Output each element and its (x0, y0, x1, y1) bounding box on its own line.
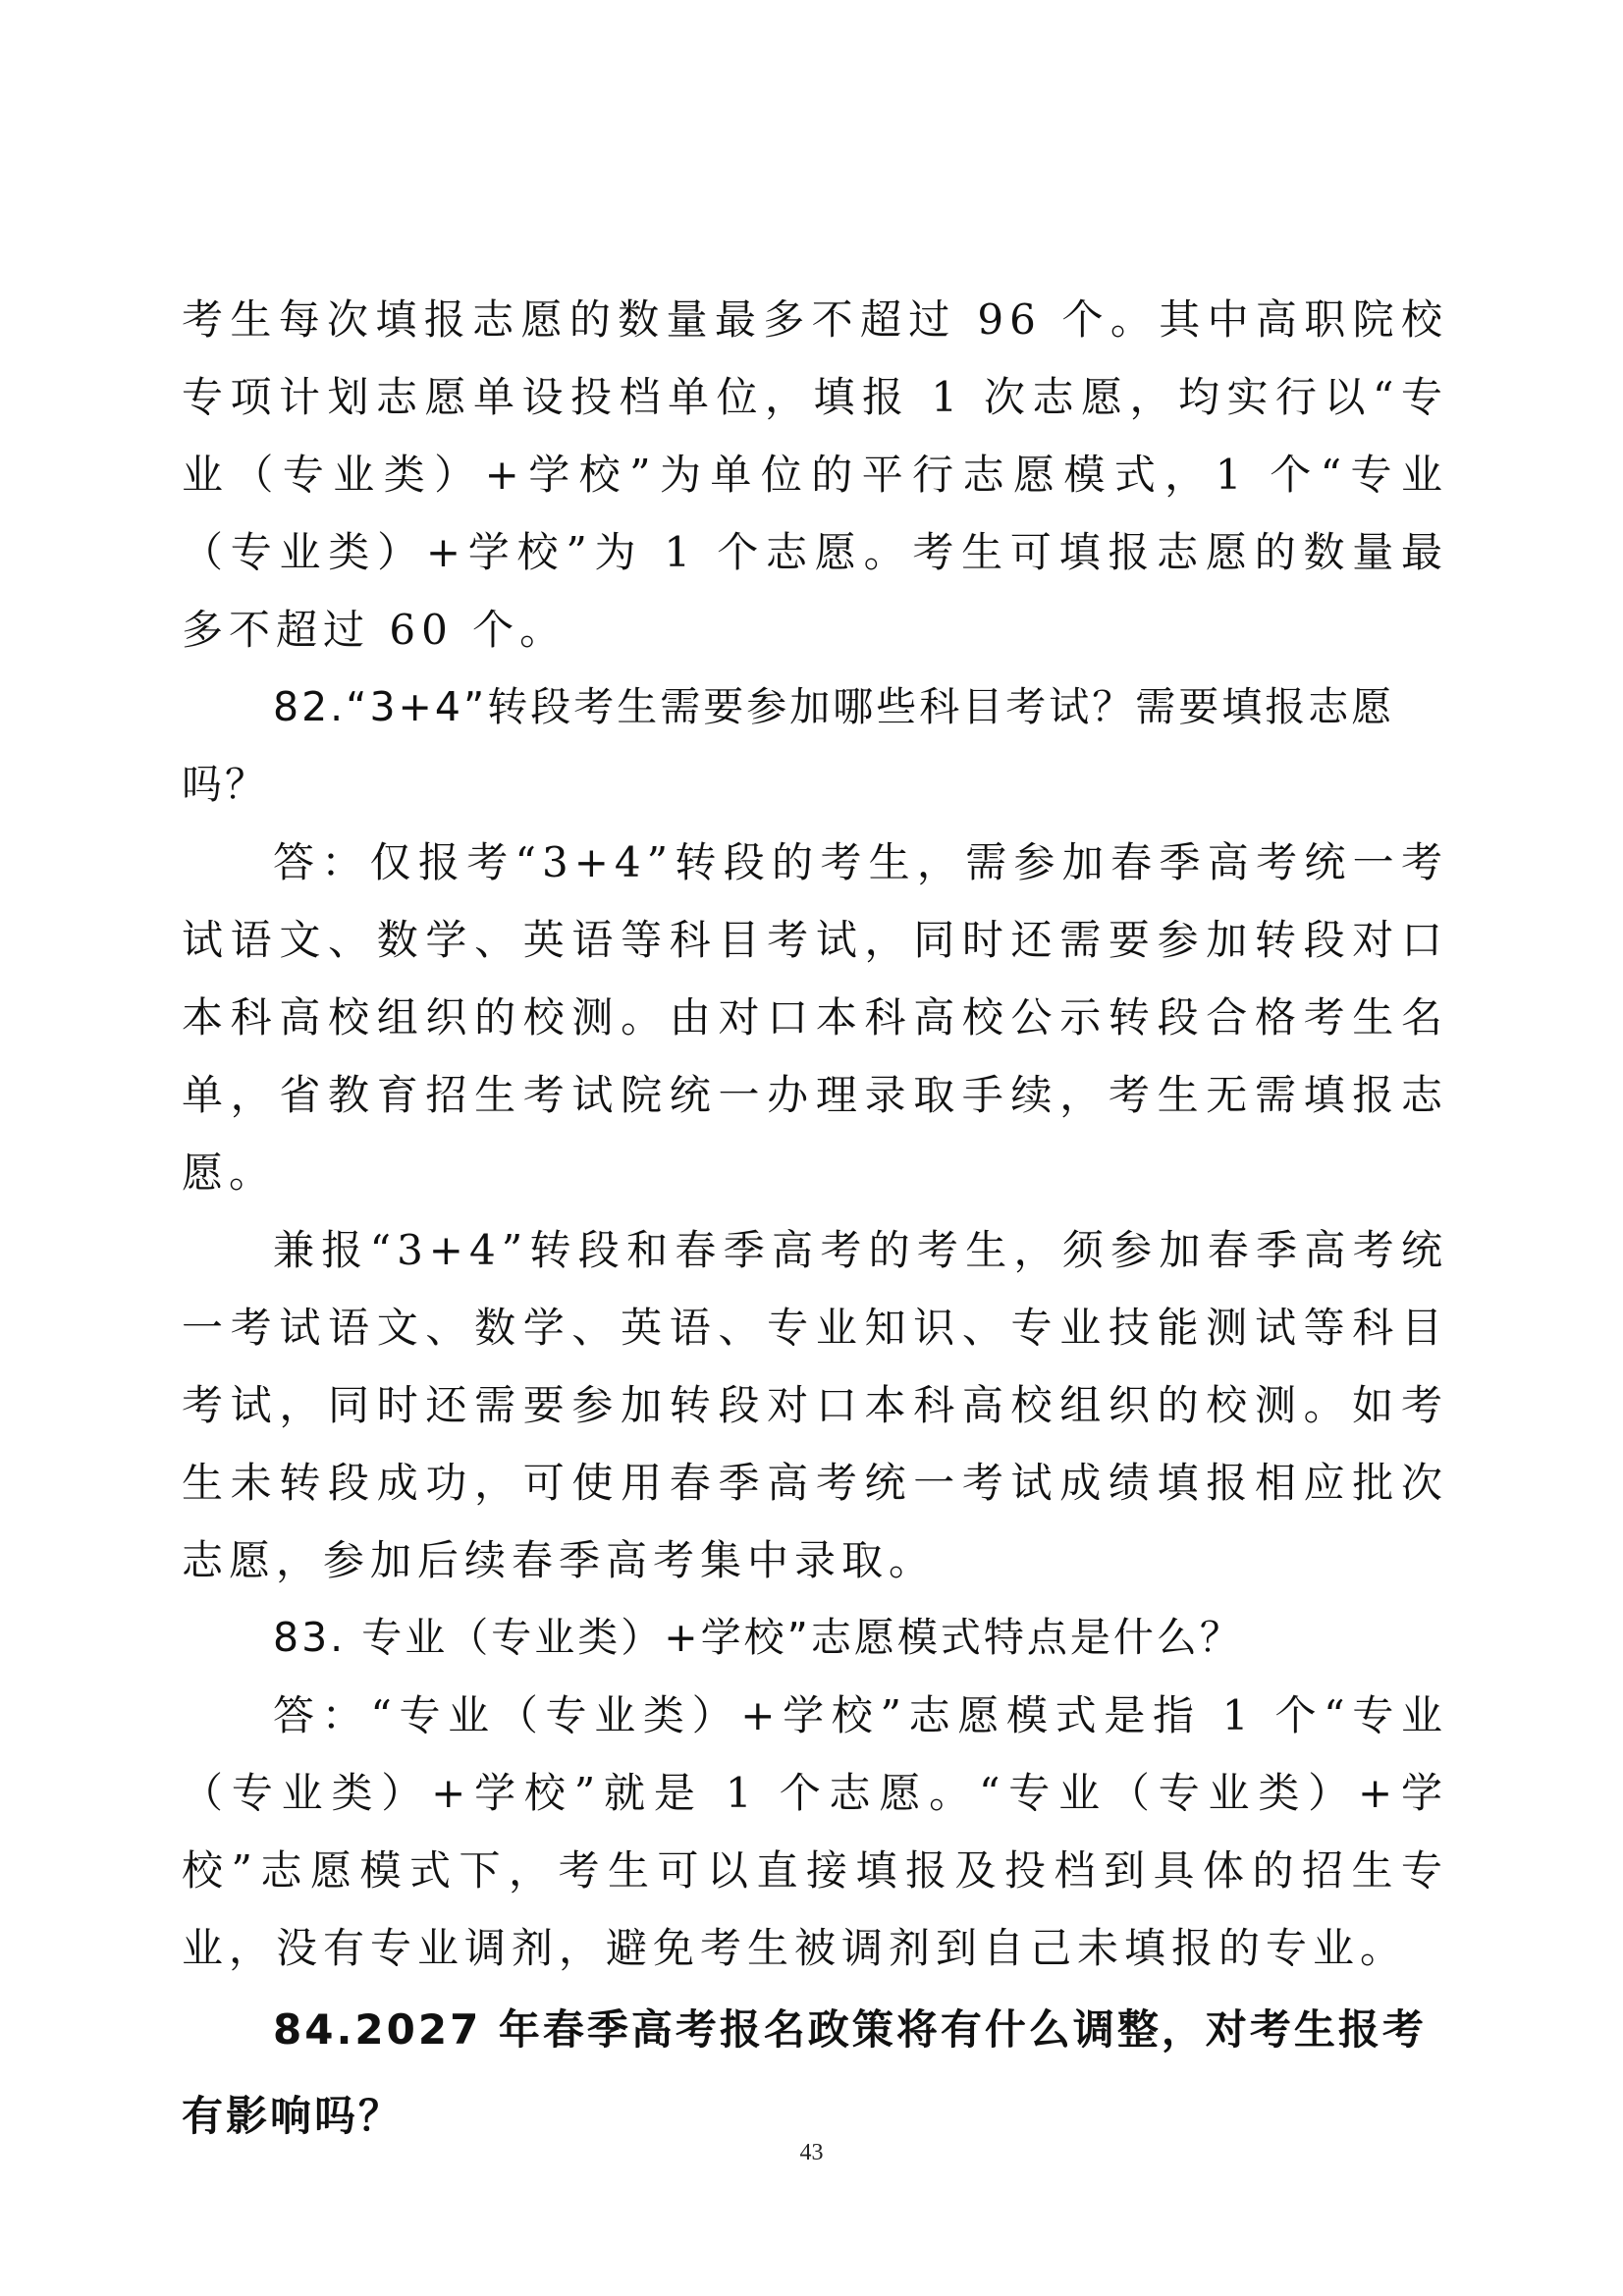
answer-paragraph-82-b: 兼报“3+4”转段和春季高考的考生，须参加春季高考统一考试语文、数学、英语、专业知识、专业技能测试等科目考试，同时还需要参加转段对口本科高校组织的校测。如考生未转段成功，可使用春季高考统一考试成绩填报相应批次志愿，参加后续春季高考集中录取。 (182, 1226, 1448, 1584)
answer-paragraph-83: 答：“专业（专业类）+学校”志愿模式是指 1 个“专业（专业类）+学校”就是 1 个志愿。“专业（专业类）+学校”志愿模式下，考生可以直接填报及投档到具体的招生专业，没有专业调剂，避免考生被调剂到自己未填报的专业。 (182, 1691, 1448, 1972)
question-heading-84: 84.2027 年春季高考报名政策将有什么调整，对考生报考有影响吗？ (182, 2005, 1427, 2140)
page-number: 43 (799, 2140, 824, 2165)
question-heading-82: 82.“3+4”转段考生需要参加哪些科目考试？需要填报志愿吗？ (182, 683, 1395, 808)
answer-paragraph-82-a: 答：仅报考“3+4”转段的考生，需参加春季高考统一考试语文、数学、英语等科目考试，同时还需要参加转段对口本科高校组织的校测。由对口本科高校公示转段合格考生名单，省教育招生考试院统一办理录取手续，考生无需填报志愿。 (182, 838, 1448, 1197)
paragraph-continuation: 考生每次填报志愿的数量最多不超过 96 个。其中高职院校专项计划志愿单设投档单位，填报 1 次志愿，均实行以“专业（专业类）+学校”为单位的平行志愿模式，1 个“专业（专业类）+学校”为 1 个志愿。考生可填报志愿的数量最多不超过 60 个。 (182, 295, 1448, 654)
document-body (182, 281, 1448, 2160)
question-heading-83: 83. 专业（专业类）+学校”志愿模式特点是什么？ (273, 1614, 1243, 1661)
